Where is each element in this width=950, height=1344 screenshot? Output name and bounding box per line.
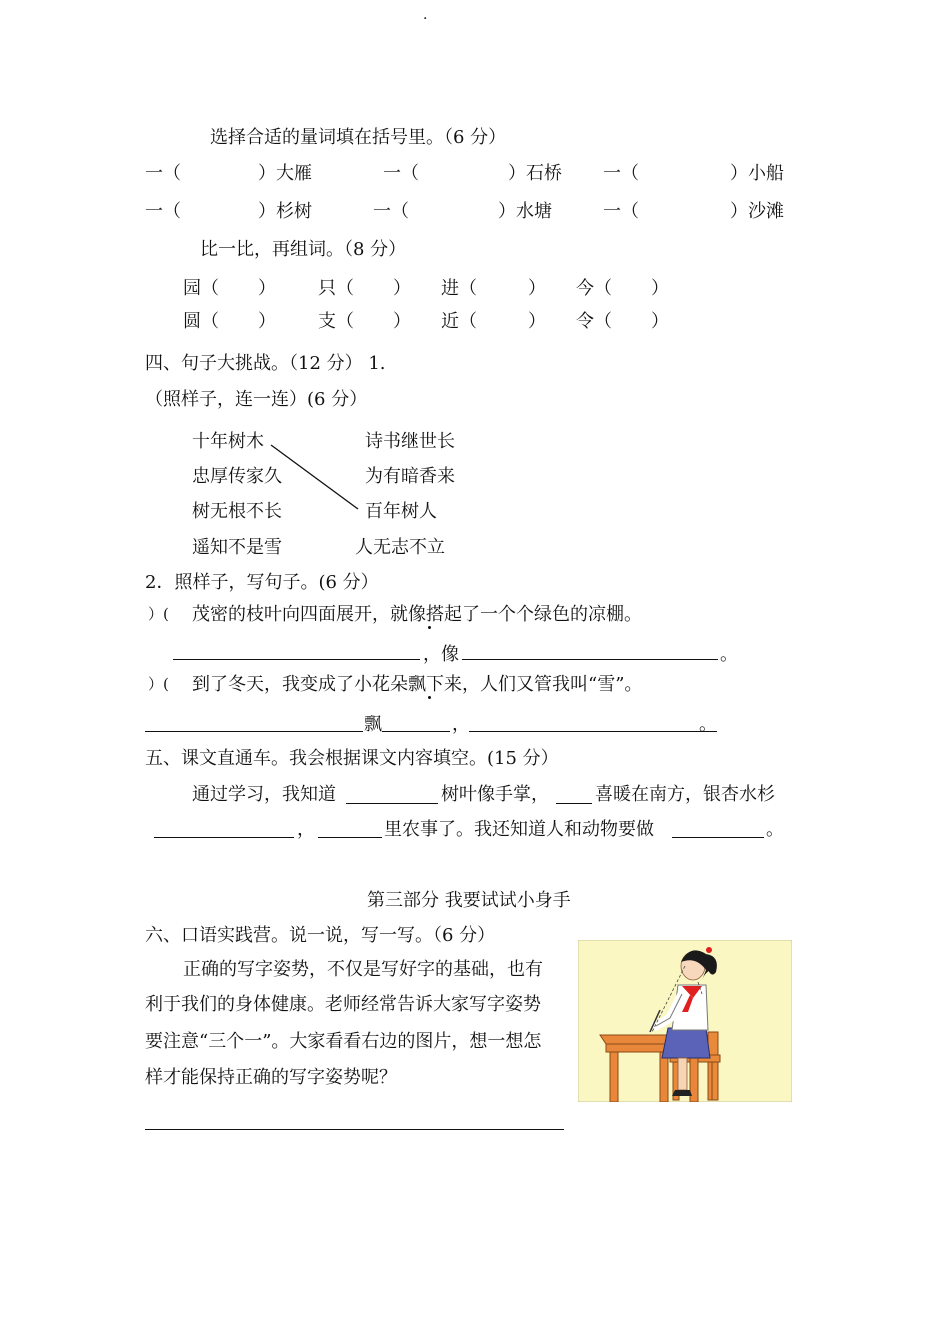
sentence2-marker: ）( — [148, 675, 169, 693]
fill-line1-c: 喜暖在南方，银杏水杉 — [595, 784, 775, 805]
match-right-item: 诗书继世长 — [365, 431, 455, 452]
hair-bow — [706, 947, 712, 953]
match-right-item: 百年树人 — [365, 501, 437, 522]
sentence2-end: 。 — [699, 714, 717, 735]
compare-close: ） — [528, 278, 546, 299]
fill-line2-c: 。 — [766, 819, 784, 840]
match-left-item: 树无根不长 — [192, 501, 282, 522]
blank-shiqiao-suffix: ）石桥 — [508, 163, 562, 184]
compare-close: ） — [258, 311, 276, 332]
blank-shatan-suffix: ）沙滩 — [730, 201, 784, 222]
part3-title: 第三部分 我要试试小身手 — [367, 890, 571, 911]
emphasis-dot — [428, 626, 431, 629]
girl-leg — [678, 1058, 687, 1090]
compare-close: ） — [528, 311, 546, 332]
answer-blank[interactable] — [318, 837, 382, 838]
match-left-item: 忠厚传家久 — [192, 466, 282, 487]
compare-zhi-only: 只（ — [318, 278, 354, 299]
sentence1-comma-xiang: ，像 — [423, 644, 459, 665]
blank-shiqiao-prefix: 一（ — [383, 163, 419, 184]
blank-dayan-prefix: 一（ — [145, 163, 181, 184]
compare-zhi-branch: 支（ — [318, 311, 354, 332]
compare-title: 比一比，再组词。（8 分） — [200, 239, 407, 260]
blank-xiaochuan-suffix: ）小船 — [730, 163, 784, 184]
blank-shuitang-prefix: 一（ — [373, 201, 409, 222]
compare-close: ） — [258, 278, 276, 299]
compare-yuan-round: 圆（ — [183, 311, 219, 332]
answer-blank[interactable] — [346, 803, 438, 804]
answer-line[interactable] — [145, 1129, 564, 1130]
sentence1-text: 茂密的枝叶向四面展开，就像搭起了一个个绿色的凉棚。 — [192, 604, 642, 625]
answer-blank[interactable] — [462, 659, 718, 660]
blank-xiaochuan-prefix: 一（ — [603, 163, 639, 184]
section6-paragraph-line: 正确的写字姿势，不仅是写好字的基础，也有 — [183, 959, 543, 980]
writing-posture-illustration — [578, 940, 792, 1102]
section6-paragraph-line: 利于我们的身体健康。老师经常告诉大家写字姿势 — [145, 994, 541, 1015]
header-mark: . — [423, 7, 428, 23]
sentence1-end: 。 — [720, 644, 738, 665]
sentence1-marker: ）( — [148, 605, 169, 623]
answer-blank[interactable] — [469, 731, 717, 732]
girl-shoe — [672, 1090, 692, 1096]
match-right-item: 人无志不立 — [355, 537, 445, 558]
fill-line1-a: 通过学习，我知道 — [192, 784, 336, 805]
blank-dayan-suffix: ）大雁 — [258, 163, 312, 184]
fill-line2-a: ， — [297, 819, 315, 840]
blank-shanshu-suffix: ）杉树 — [258, 201, 312, 222]
compare-close: ） — [651, 278, 669, 299]
section5-title: 五、课文直通车。我会根据课文内容填空。(15 分） — [145, 748, 559, 769]
measure-word-title: 选择合适的量词填在括号里。（6 分） — [210, 127, 507, 148]
section6-paragraph-line: 要注意“三个一”。大家看看右边的图片，想一想怎 — [145, 1031, 542, 1052]
answer-blank[interactable] — [556, 803, 592, 804]
match-left-item: 十年树木 — [192, 431, 264, 452]
fill-line2-b: 里农事了。我还知道人和动物要做 — [384, 819, 654, 840]
compare-close: ） — [393, 311, 411, 332]
blank-shanshu-prefix: 一（ — [145, 201, 181, 222]
compare-ling-order: 令（ — [576, 311, 612, 332]
compare-close: ） — [393, 278, 411, 299]
answer-blank[interactable] — [145, 731, 363, 732]
match-left-item: 遥知不是雪 — [192, 537, 282, 558]
section6-paragraph-line: 样才能保持正确的写字姿势呢？ — [145, 1067, 397, 1088]
girl-skirt — [662, 1028, 710, 1058]
answer-blank[interactable] — [173, 659, 420, 660]
compare-close: ） — [651, 311, 669, 332]
match-example-line — [271, 445, 358, 509]
sentence2-comma: ， — [452, 714, 470, 735]
blank-shatan-prefix: 一（ — [603, 201, 639, 222]
compare-jin-near: 近（ — [441, 311, 477, 332]
answer-blank[interactable] — [672, 837, 764, 838]
answer-blank[interactable] — [382, 731, 450, 732]
match-right-item: 为有暗香来 — [365, 466, 455, 487]
answer-blank[interactable] — [154, 837, 294, 838]
section6-title: 六、口语实践营。说一说，写一写。（6 分） — [145, 925, 496, 946]
section4-title: 四、句子大挑战。（12 分） 1. — [145, 353, 386, 374]
rewrite-instruction: 2．照样子，写句子。(6 分） — [145, 572, 379, 593]
match-instruction: （照样子，连一连）(6 分） — [145, 389, 368, 410]
compare-jin-enter: 进（ — [441, 278, 477, 299]
emphasis-dot — [428, 696, 431, 699]
sentence2-piao: 飘 — [364, 714, 382, 735]
fill-line1-b: 树叶像手掌， — [441, 784, 549, 805]
sentence2-text: 到了冬天，我变成了小花朵飘下来，人们又管我叫“雪”。 — [192, 674, 643, 695]
blank-shuitang-suffix: ）水塘 — [498, 201, 552, 222]
compare-jin-now: 今（ — [576, 278, 612, 299]
compare-yuan-garden: 园（ — [183, 278, 219, 299]
